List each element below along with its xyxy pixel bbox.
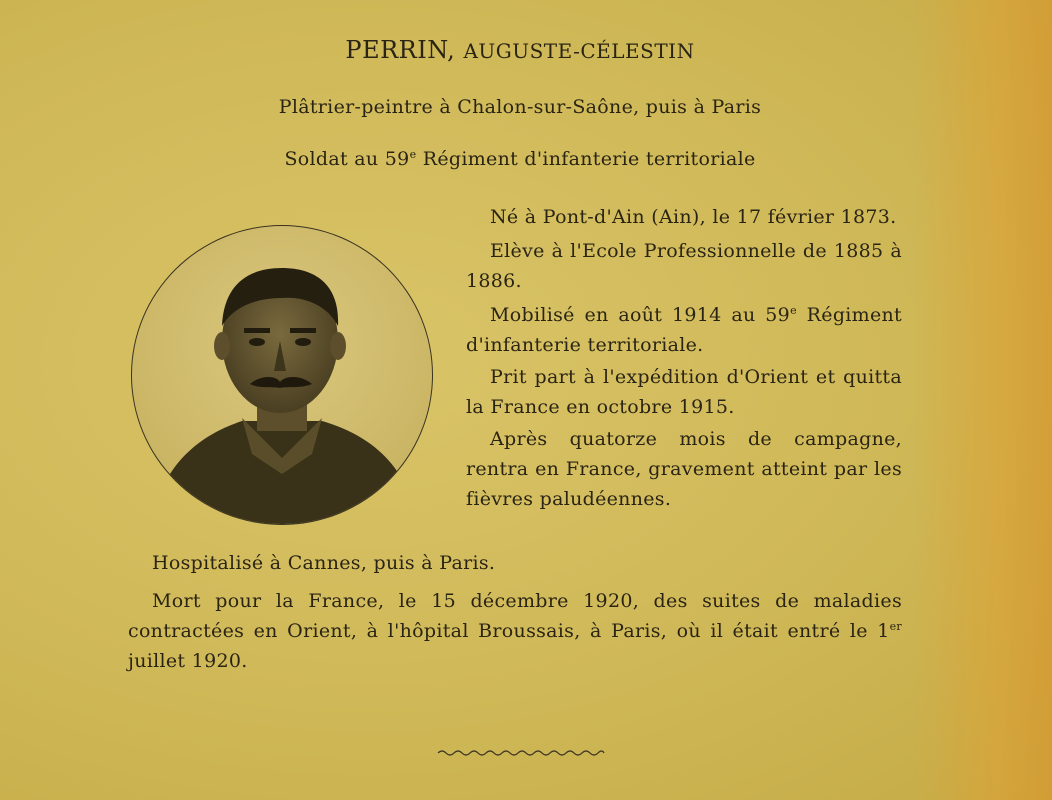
death-superscript: er	[889, 620, 902, 633]
death-text	[128, 586, 902, 676]
death-text-main: Mort pour la France, le 15 décembre 1920, des suites de maladies contractées en Orient, à l'hôpital Broussais, à Paris, où il était entré le 1	[128, 590, 902, 642]
mobilization-text-end: Régiment d'infanterie territoriale.	[466, 304, 902, 356]
biography-column	[466, 202, 902, 514]
expedition-paragraph: Prit part à l'expédition d'Orient et quitta la France en octobre 1915.	[466, 366, 902, 418]
campaign-paragraph: Après quatorze mois de campagne, rentra en France, gravement atteint par les fièvres paludéennes.	[466, 428, 902, 510]
occupation-line: Plâtrier-peintre à Chalon-sur-Saône, puis à Paris	[278, 96, 762, 118]
surname: PERRIN,	[345, 36, 456, 64]
education-paragraph: Elève à l'Ecole Professionnelle de 1885 à 1886.	[466, 240, 902, 292]
hospital-paragraph	[128, 548, 902, 578]
rank-text-start: Soldat au 59	[284, 148, 410, 170]
portrait-illustration	[132, 226, 432, 524]
rank-text-end: Régiment d'infanterie territoriale	[416, 148, 756, 170]
mobilization-paragraph	[466, 300, 902, 360]
decorative-divider	[436, 746, 606, 760]
portrait-photo	[131, 225, 433, 525]
page-edge-shading	[912, 0, 1052, 800]
mobilization-superscript: e	[790, 304, 797, 317]
rank-superscript: e	[409, 148, 417, 161]
given-names: AUGUSTE-CÉLESTIN	[463, 39, 695, 63]
hospital-text: Hospitalisé à Cannes, puis à Paris.	[152, 552, 496, 574]
mobilization-text-start: Mobilisé en août 1914 au 59	[490, 304, 791, 326]
death-paragraph	[128, 586, 902, 676]
page-title	[0, 36, 1040, 64]
rank-line	[0, 148, 1040, 170]
death-text-end: juillet 1920.	[128, 650, 248, 672]
birth-paragraph: Né à Pont-d'Ain (Ain), le 17 février 1873.	[490, 206, 897, 228]
